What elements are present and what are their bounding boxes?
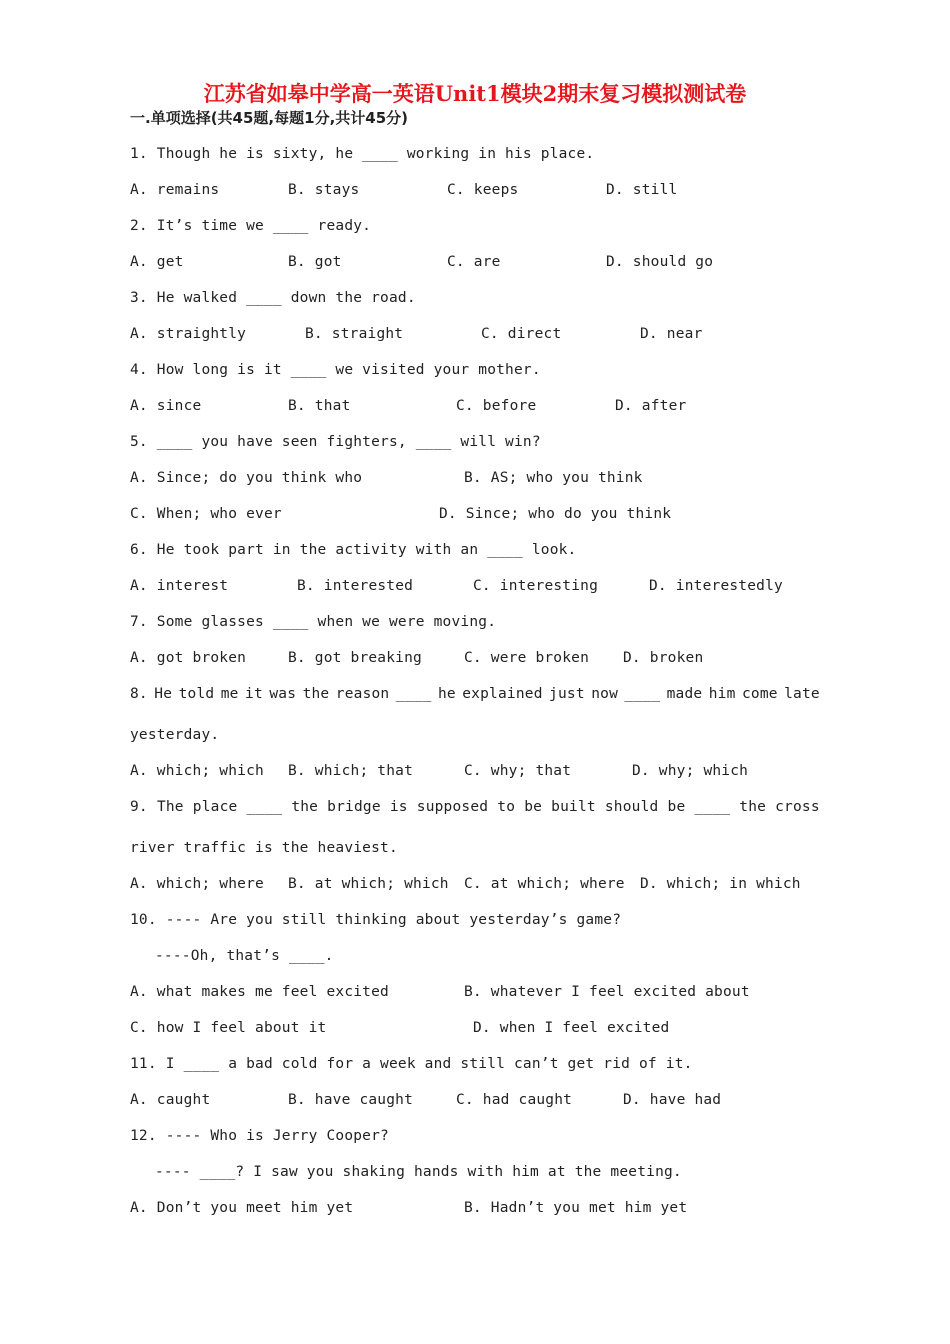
q3-option-b: B. straight <box>305 326 404 342</box>
question-9-stem-line2: river traffic is the heaviest. <box>130 840 398 856</box>
word: made <box>666 686 703 702</box>
word: cross <box>775 799 820 815</box>
q9-option-c: C. at which; where <box>464 876 625 892</box>
word: the <box>302 686 330 702</box>
word: supposed <box>416 799 489 815</box>
word: bridge <box>327 799 381 815</box>
question-9-stem-line1 <box>130 797 820 817</box>
q7-option-c: C. were broken <box>464 650 590 666</box>
q9-option-a: A. which; where <box>130 876 264 892</box>
q10-option-a: A. what makes me feel excited <box>130 984 389 1000</box>
q1-option-d: D. still <box>606 182 678 198</box>
word: ____ <box>395 686 432 702</box>
word: just <box>549 686 585 702</box>
word: the <box>291 799 319 815</box>
q2-option-a: A. get <box>130 254 184 270</box>
word: ____ <box>624 686 661 702</box>
question-1-stem: 1. Though he is sixty, he ____ working in his place. <box>130 146 595 162</box>
q5-option-a: A. Since; do you think who <box>130 470 363 486</box>
question-5-stem: 5. ____ you have seen fighters, ____ will win? <box>130 434 541 450</box>
word: be <box>524 799 543 815</box>
q5-option-b: B. AS; who you think <box>464 470 643 486</box>
q8-option-c: C. why; that <box>464 763 572 779</box>
q3-option-c: C. direct <box>481 326 562 342</box>
q1-option-b: B. stays <box>288 182 360 198</box>
question-3-stem: 3. He walked ____ down the road. <box>130 290 416 306</box>
q2-option-c: C. are <box>447 254 501 270</box>
q6-option-c: C. interesting <box>473 578 599 594</box>
word: was <box>269 686 297 702</box>
q12-option-a: A. Don’t you meet him yet <box>130 1200 354 1216</box>
q10-option-d: D. when I feel excited <box>473 1020 670 1036</box>
word: late <box>784 686 820 702</box>
word: ____ <box>694 799 731 815</box>
q11-option-c: C. had caught <box>456 1092 573 1108</box>
section-heading: 一.单项选择(共45题,每题1分,共计45分) <box>130 109 408 127</box>
q10-option-c: C. how I feel about it <box>130 1020 327 1036</box>
word: it <box>245 686 263 702</box>
word: me <box>220 686 239 702</box>
word: explained <box>462 686 543 702</box>
word: reason <box>335 686 390 702</box>
word: told <box>178 686 215 702</box>
q3-option-a: A. straightly <box>130 326 247 342</box>
q6-option-a: A. interest <box>130 578 229 594</box>
q1-option-a: A. remains <box>130 182 220 198</box>
question-8-stem-line1 <box>130 684 820 704</box>
q4-option-c: C. before <box>456 398 537 414</box>
word: to <box>497 799 516 815</box>
q6-option-d: D. interestedly <box>649 578 783 594</box>
question-6-stem: 6. He took part in the activity with an ____ look. <box>130 542 577 558</box>
q11-option-d: D. have had <box>623 1092 722 1108</box>
word: the <box>739 799 767 815</box>
q4-option-a: A. since <box>130 398 202 414</box>
word: built <box>551 799 596 815</box>
question-12-stem: 12. ---- Who is Jerry Cooper? <box>130 1128 389 1144</box>
q12-option-b: B. Hadn’t you met him yet <box>464 1200 688 1216</box>
page-title: 江苏省如皋中学高一英语Unit1模块2期末复习模拟测试卷 <box>203 81 747 106</box>
word: ____ <box>246 799 283 815</box>
question-8-stem-line2: yesterday. <box>130 727 220 743</box>
q8-option-a: A. which; which <box>130 763 264 779</box>
q9-option-d: D. which; in which <box>640 876 801 892</box>
question-7-stem: 7. Some glasses ____ when we were moving. <box>130 614 497 630</box>
word: he <box>437 686 456 702</box>
q3-option-d: D. near <box>640 326 703 342</box>
word: The <box>156 799 184 815</box>
q8-option-b: B. which; that <box>288 763 414 779</box>
question-4-stem: 4. How long is it ____ we visited your mother. <box>130 362 541 378</box>
q4-option-d: D. after <box>615 398 687 414</box>
question-12-reply: ---- ____? I saw you shaking hands with him at the meeting. <box>155 1164 682 1180</box>
word: come <box>741 686 778 702</box>
q5-option-d: D. Since; who do you think <box>439 506 672 522</box>
q5-option-c: C. When; who ever <box>130 506 282 522</box>
q1-option-c: C. keeps <box>447 182 519 198</box>
question-11-stem: 11. I ____ a bad cold for a week and still can’t get rid of it. <box>130 1056 693 1072</box>
word: be <box>667 799 686 815</box>
q11-option-a: A. caught <box>130 1092 211 1108</box>
question-10-stem: 10. ---- Are you still thinking about yesterday’s game? <box>130 912 622 928</box>
q7-option-d: D. broken <box>623 650 704 666</box>
q7-option-b: B. got breaking <box>288 650 422 666</box>
word: now <box>591 686 618 702</box>
word: is <box>389 799 408 815</box>
q2-option-d: D. should go <box>606 254 714 270</box>
word: place <box>192 799 238 815</box>
q8-option-d: D. why; which <box>632 763 749 779</box>
word: should <box>604 799 659 815</box>
word: 9. <box>130 799 148 815</box>
word: him <box>708 686 736 702</box>
question-10-reply: ----Oh, that’s ____. <box>155 948 334 964</box>
q11-option-b: B. have caught <box>288 1092 414 1108</box>
q4-option-b: B. that <box>288 398 351 414</box>
q6-option-b: B. interested <box>297 578 414 594</box>
q9-option-b: B. at which; which <box>288 876 449 892</box>
q10-option-b: B. whatever I feel excited about <box>464 984 750 1000</box>
word: 8. <box>130 686 148 702</box>
q2-option-b: B. got <box>288 254 342 270</box>
word: He <box>154 686 173 702</box>
q7-option-a: A. got broken <box>130 650 247 666</box>
question-2-stem: 2. It’s time we ____ ready. <box>130 218 372 234</box>
